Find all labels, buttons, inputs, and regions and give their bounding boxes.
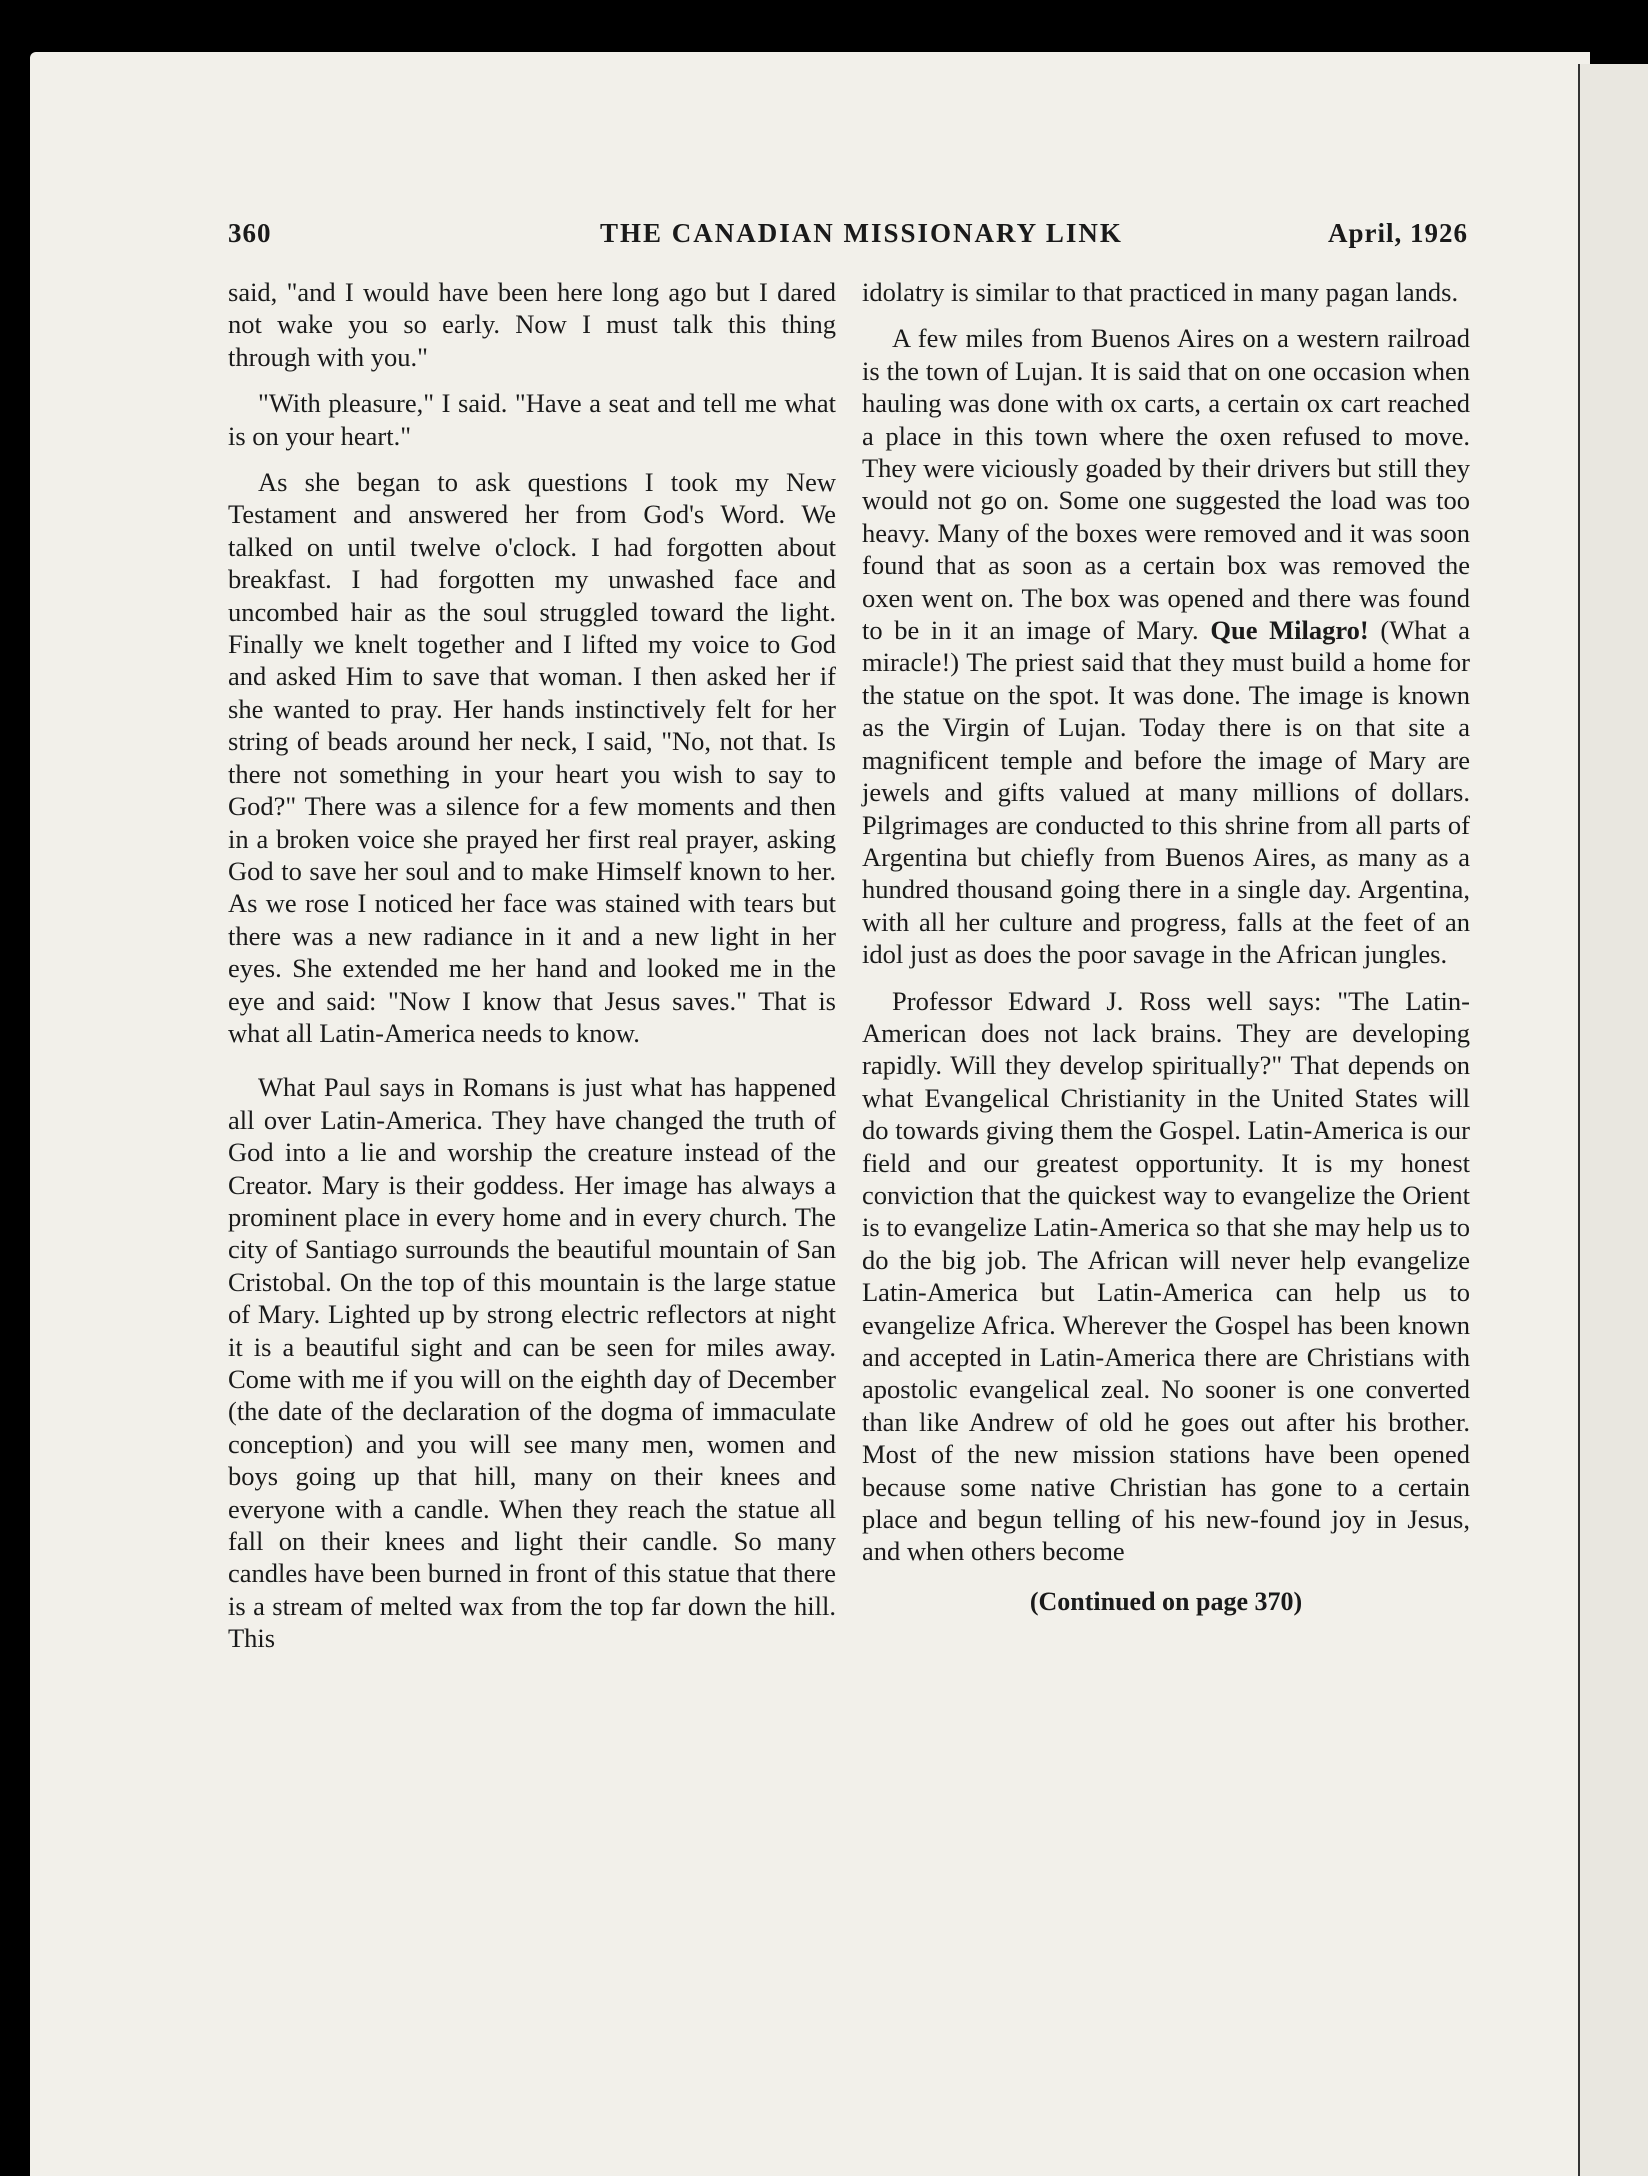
running-header bbox=[228, 218, 1468, 258]
issue-date: April, 1926 bbox=[1327, 218, 1468, 248]
paragraph: idolatry is similar to that practiced in many pagan lands. bbox=[862, 277, 1459, 307]
bold-phrase: Que Milagro! bbox=[1210, 615, 1369, 646]
paragraph-text: (What a miracle!) The priest said that they must build a home for the statue on the spot. It was done. The image is known as the Virgin of Lujan. Today there is on that site a magnificent temple and before the image of Mary are jewels and gifts valued at many millions of dollars. Pilgrimages are conducted to this shrine from all parts of Argentina but chiefly from Buenos Aires, as many as a hundred thousand going there in a single day. Argentina, with all her culture and progress, falls at the feet of an idol just as does the poor savage in the African jungles. bbox=[862, 615, 1471, 970]
paragraph: "With pleasure," I said. "Have a seat and tell me what is on your heart." bbox=[228, 388, 836, 451]
paragraph bbox=[862, 322, 1470, 970]
paragraph-text: A few miles from Buenos Aires on a western railroad is the town of Lujan. It is said that on one occasion when hauling was done with ox carts, a certain ox cart reached a place in this town where the oxen refused to move. They were viciously goaded by their drivers but still they would not go on. Some one suggested the load was too heavy. Many of the boxes were removed and it was soon found that as soon as a certain box was removed the oxen went on. The box was opened and there was found to be in it an image of Mary. bbox=[862, 323, 1470, 646]
adjacent-page-edge bbox=[1578, 64, 1648, 2176]
paragraph: What Paul says in Romans is just what has happened all over Latin-America. They have changed the truth of God into a lie and worship the creature instead of the Creator. Mary is their goddess. Her image has always a prominent place in every home and in every church. The city of Santiago surrounds the beautiful mountain of San Cristobal. On the top of this mountain is the large statue of Mary. Lighted up by strong electric reflectors at night it is a beautiful sight and can be seen for miles away. Come with me if you will on the eighth day of December (the date of the declaration of the dogma of immaculate conception) and you will see many men, women and boys going up that hill, many on their knees and everyone with a candle. When they reach the statue all fall on their knees and light their candle. So many candles have been burned in front of this statue that there is a stream of melted wax from the top far down the hill. This bbox=[228, 1072, 836, 1654]
paragraph: said, "and I would have been here long ago but I dared not wake you so early. Now I must talk this thing through with you." bbox=[228, 277, 836, 372]
publication-title: THE CANADIAN MISSIONARY LINK bbox=[600, 218, 1123, 248]
paragraph: Professor Edward J. Ross well says: "The Latin-American does not lack brains. They are developing rapidly. Will they develop spiritually?" That depends on what Evangelical Christianity in the United States will do towards giving them the Gospel. Latin-America is our field and our greatest opportunity. It is my honest conviction that the quickest way to evangelize the Orient is to evangelize Latin-America so that she may help us to do the big job. The African will never help evangelize Latin-America but Latin-America can help us to evangelize Africa. Wherever the Gospel has been known and accepted in Latin-America there are Christians with apostolic evangelical zeal. No sooner is one converted than like Andrew of old he goes out after his brother. Most of the new mission stations have been opened because some native Christian has gone to a certain place and begun telling of his new-found joy in Jesus, and when others become bbox=[862, 985, 1470, 1567]
left-column bbox=[228, 276, 836, 1669]
paragraph: As she began to ask questions I took my New Testament and answered her from God's Word. We talked on until twelve o'clock. I had forgotten about breakfast. I had forgotten my unwashed face and uncombed hair as the soul struggled toward the light. Finally we knelt together and I lifted my voice to God and asked Him to save that woman. I then asked her if she wanted to pray. Her hands instinctively felt for her string of beads around her neck, I said, "No, not that. Is there not something in your heart you wish to say to God?" There was a silence for a few moments and then in a broken voice she prayed her first real prayer, asking God to save her soul and to make Himself known to her. As we rose I noticed her face was stained with tears but there was a new radiance in it and a new light in her eyes. She extended me her hand and looked me in the eye and said: "Now I know that Jesus saves." That is what all Latin-America needs to know. bbox=[228, 467, 836, 1048]
continued-notice: (Continued on page 370) bbox=[1029, 1586, 1303, 1616]
right-column bbox=[862, 276, 1470, 1618]
page-number: 360 bbox=[228, 218, 272, 248]
